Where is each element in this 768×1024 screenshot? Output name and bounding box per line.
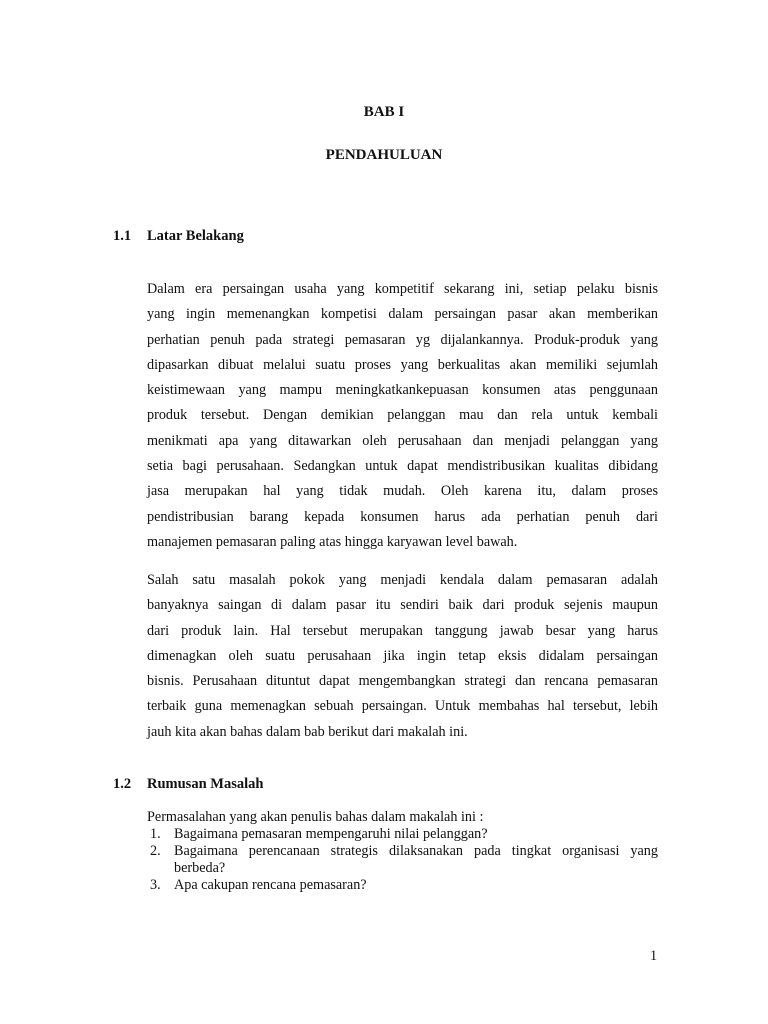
list-intro: Permasalahan yang akan penulis bahas dalam makalah ini : xyxy=(147,809,484,825)
section-title: Rumusan Masalah xyxy=(147,776,264,792)
paragraph-line: pendistribusian barang kepada konsumen harus ada perhatian penuh dari xyxy=(147,508,658,525)
paragraph-line: setia bagi perusahaan. Sedangkan untuk dapat mendistribusikan kualitas dibidang xyxy=(147,458,658,475)
list-item xyxy=(147,843,658,877)
item-number: 2. xyxy=(150,843,161,859)
paragraph-line: Dalam era persaingan usaha yang kompetitif sekarang ini, setiap pelaku bisnis xyxy=(147,281,658,297)
item-number: 1. xyxy=(150,826,161,842)
paragraph-line: Salah satu masalah pokok yang menjadi kendala dalam pemasaran adalah xyxy=(147,572,658,588)
section-number: 1.1 xyxy=(113,228,132,244)
paragraph-line: dari produk lain. Hal tersebut merupakan tanggung jawab besar yang harus xyxy=(147,622,658,639)
item-text: Apa cakupan rencana pemasaran? xyxy=(174,877,367,893)
item-text: Bagaimana pemasaran mempengaruhi nilai pelanggan? xyxy=(174,826,488,842)
paragraph-line: jauh kita akan bahas dalam bab berikut dari makalah ini. xyxy=(147,723,468,740)
item-number: 3. xyxy=(150,877,161,893)
paragraph-line: banyaknya saingan di dalam pasar itu sendiri baik dari produk sejenis maupun xyxy=(147,597,658,614)
paragraph-line: dimenagkan oleh suatu perusahaan jika ingin tetap eksis didalam persaingan xyxy=(147,647,658,664)
section-title: Latar Belakang xyxy=(147,228,244,244)
paragraph-1 xyxy=(147,277,658,555)
page-number: 1 xyxy=(650,948,658,964)
paragraph-line: dipasarkan dibuat melalui suatu proses yang berkualitas akan memiliki sejumlah xyxy=(147,356,658,373)
paragraph-line: manajemen pemasaran paling atas hingga karyawan level bawah. xyxy=(147,533,518,550)
paragraph-line: perhatian penuh pada strategi pemasaran yg dijalankannya. Produk-produk yang xyxy=(147,331,658,348)
section-number: 1.2 xyxy=(113,776,132,792)
chapter-heading: BAB I xyxy=(363,104,405,120)
problem-list xyxy=(147,809,658,894)
chapter-title: PENDAHULUAN xyxy=(325,147,443,163)
list-item xyxy=(147,826,658,843)
paragraph-2 xyxy=(147,568,658,745)
paragraph-line: yang ingin memenangkan kompetisi dalam persaingan pasar akan memberikan xyxy=(147,306,658,323)
paragraph-line: keistimewaan yang mampu meningkatkankepuasan konsumen atas penggunaan xyxy=(147,382,658,399)
list-item xyxy=(147,877,658,894)
item-text: Bagaimana perencanaan strategis dilaksanakan pada tingkat organisasi yang berbeda? xyxy=(174,843,658,876)
paragraph-line: menikmati apa yang ditawarkan oleh perusahaan dan menjadi pelanggan yang xyxy=(147,432,658,449)
paragraph-line: produk tersebut. Dengan demikian pelanggan mau dan rela untuk kembali xyxy=(147,407,658,424)
paragraph-line: jasa merupakan hal yang tidak mudah. Oleh karena itu, dalam proses xyxy=(147,483,658,500)
paragraph-line: terbaik guna memenagkan sebuah persaingan. Untuk membahas hal tersebut, lebih xyxy=(147,698,658,715)
paragraph-line: bisnis. Perusahaan dituntut dapat mengembangkan strategi dan rencana pemasaran xyxy=(147,673,658,690)
